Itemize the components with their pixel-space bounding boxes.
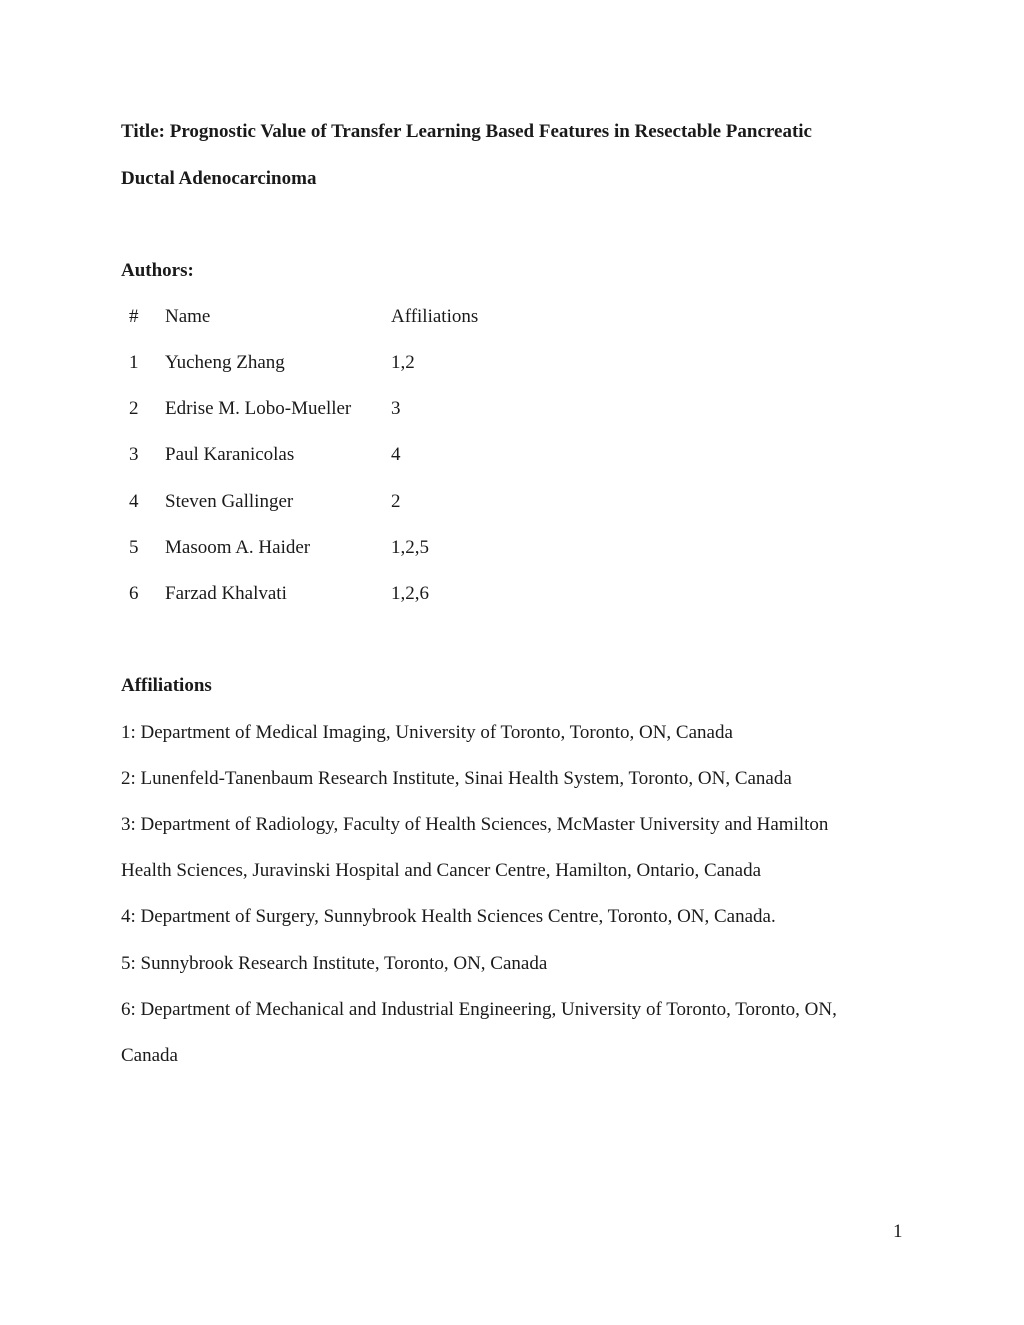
title-line-2: Ductal Adenocarcinoma (121, 168, 317, 189)
author-name: Farzad Khalvati (165, 583, 287, 604)
author-name: Paul Karanicolas (165, 444, 295, 465)
author-affiliations: 4 (391, 444, 401, 465)
affiliation-line: 6: Department of Mechanical and Industrial Engineering, University of Toronto, Toronto, ON, (121, 999, 837, 1020)
author-affiliations: 3 (391, 398, 401, 419)
row-number: 5 (129, 537, 139, 558)
author-affiliations: 1,2,5 (391, 537, 429, 558)
title-line-1: Title: Prognostic Value of Transfer Learning Based Features in Resectable Pancreatic (121, 121, 812, 142)
affiliation-line: 2: Lunenfeld-Tanenbaum Research Institute, Sinai Health System, Toronto, ON, Canada (121, 768, 792, 789)
row-number: 6 (129, 583, 139, 604)
affiliation-line: 3: Department of Radiology, Faculty of Health Sciences, McMaster University and Hamilton (121, 814, 829, 835)
author-name: Yucheng Zhang (165, 352, 285, 373)
author-affiliations: 1,2,6 (391, 583, 429, 604)
affiliation-line: 5: Sunnybrook Research Institute, Toronto, ON, Canada (121, 953, 548, 974)
affiliation-line: Health Sciences, Juravinski Hospital and Cancer Centre, Hamilton, Ontario, Canada (121, 860, 762, 881)
affiliation-line: 4: Department of Surgery, Sunnybrook Health Sciences Centre, Toronto, ON, Canada. (121, 906, 776, 927)
author-name: Masoom A. Haider (165, 537, 311, 558)
affiliation-line: 1: Department of Medical Imaging, University of Toronto, Toronto, ON, Canada (121, 722, 733, 743)
affiliation-line: Canada (121, 1045, 178, 1066)
author-affiliations: 2 (391, 491, 401, 512)
row-number: 3 (129, 444, 139, 465)
author-name: Steven Gallinger (165, 491, 294, 512)
header-number: # (129, 306, 139, 327)
header-name: Name (165, 306, 211, 327)
row-number: 4 (129, 491, 139, 512)
row-number: 1 (129, 352, 139, 373)
author-affiliations: 1,2 (391, 352, 415, 373)
affiliations-heading: Affiliations (121, 675, 212, 696)
author-name: Edrise M. Lobo-Mueller (165, 398, 352, 419)
page-number: 1 (893, 1221, 903, 1242)
header-affiliations: Affiliations (391, 306, 479, 327)
row-number: 2 (129, 398, 139, 419)
authors-heading: Authors: (121, 260, 194, 281)
